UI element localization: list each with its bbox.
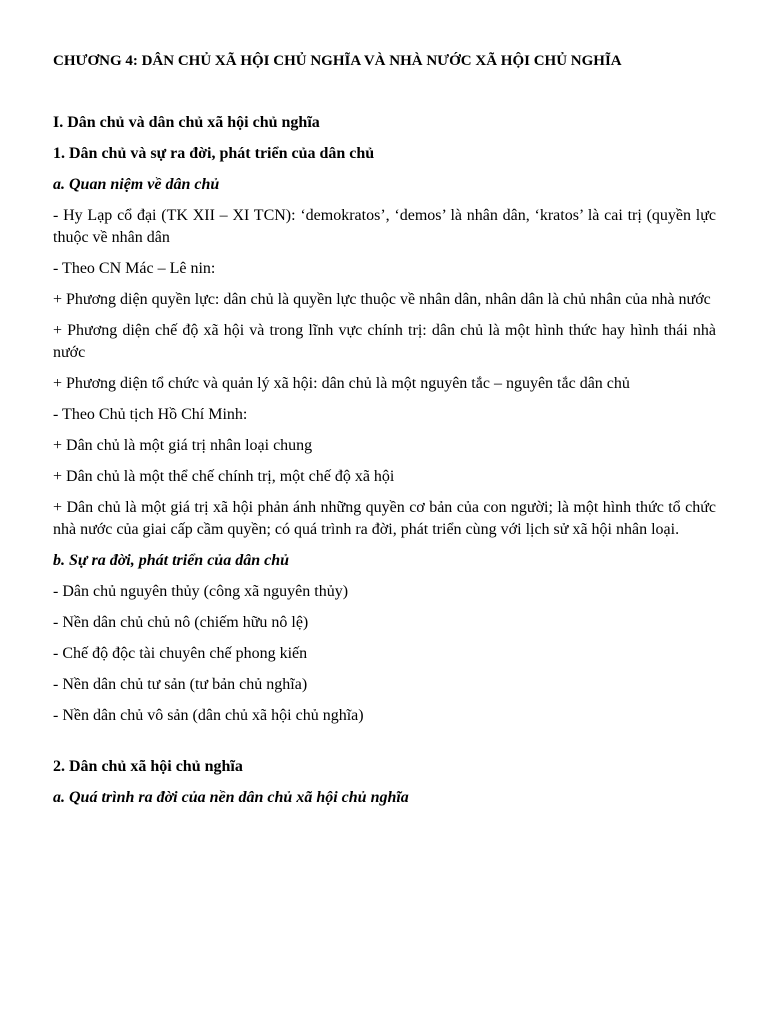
part-a-heading: a. Quan niệm về dân chủ (53, 176, 220, 193)
paragraph-social-value: + Dân chủ là một giá trị xã hội phản ánh những quyền cơ bản của con người; là một hình thức tổ chức nhà nước của giai cấp cầm quyền; có quá trình ra đời, phát triển cùng với lịch sử xã hội nhân loại. (53, 499, 716, 538)
paragraph-universal-value: + Dân chủ là một giá trị nhân loại chung (53, 437, 313, 454)
subsection-heading: 1. Dân chủ và sự ra đời, phát triển của dân chủ (53, 145, 375, 162)
part-b-heading: b. Sự ra đời, phát triển của dân chủ (53, 552, 289, 569)
paragraph-regime-aspect: + Phương diện chế độ xã hội và trong lĩnh vực chính trị: dân chủ là một hình thức hay hình thái nhà nước (53, 322, 716, 361)
paragraph-marxist-view: - Theo CN Mác – Lê nin: (53, 260, 216, 277)
paragraph-ho-chi-minh-view: - Theo Chủ tịch Hồ Chí Minh: (53, 406, 248, 423)
paragraph-greek-origin: - Hy Lạp cổ đại (TK XII – XI TCN): ‘demokratos’, ‘demos’ là nhân dân, ‘kratos’ là cai trị (quyền lực thuộc về nhân dân (53, 207, 716, 246)
subsection-heading: 2. Dân chủ xã hội chủ nghĩa (53, 758, 243, 775)
list-item: - Nền dân chủ chủ nô (chiếm hữu nô lệ) (53, 614, 309, 631)
section-heading: I. Dân chủ và dân chủ xã hội chủ nghĩa (53, 114, 320, 131)
list-item: - Chế độ độc tài chuyên chế phong kiến (53, 645, 308, 662)
list-item: - Nền dân chủ tư sản (tư bản chủ nghĩa) (53, 676, 308, 693)
list-item: - Dân chủ nguyên thủy (công xã nguyên thủy) (53, 583, 349, 600)
section-spacer (53, 736, 716, 756)
paragraph-power-aspect: + Phương diện quyền lực: dân chủ là quyền lực thuộc về nhân dân, nhân dân là chủ nhân của nhà nước (53, 291, 711, 308)
chapter-title: CHƯƠNG 4: DÂN CHỦ XÃ HỘI CHỦ NGHĨA VÀ NHÀ NƯỚC XÃ HỘI CHỦ NGHĨA (53, 53, 622, 69)
part-a-heading: a. Quá trình ra đời của nền dân chủ xã hội chủ nghĩa (53, 789, 409, 806)
paragraph-political-institution: + Dân chủ là một thể chế chính trị, một chế độ xã hội (53, 468, 395, 485)
document-body (53, 112, 716, 818)
paragraph-organization-aspect: + Phương diện tổ chức và quản lý xã hội: dân chủ là một nguyên tắc – nguyên tắc dân chủ (53, 375, 630, 392)
list-item: - Nền dân chủ vô sản (dân chủ xã hội chủ nghĩa) (53, 707, 364, 724)
